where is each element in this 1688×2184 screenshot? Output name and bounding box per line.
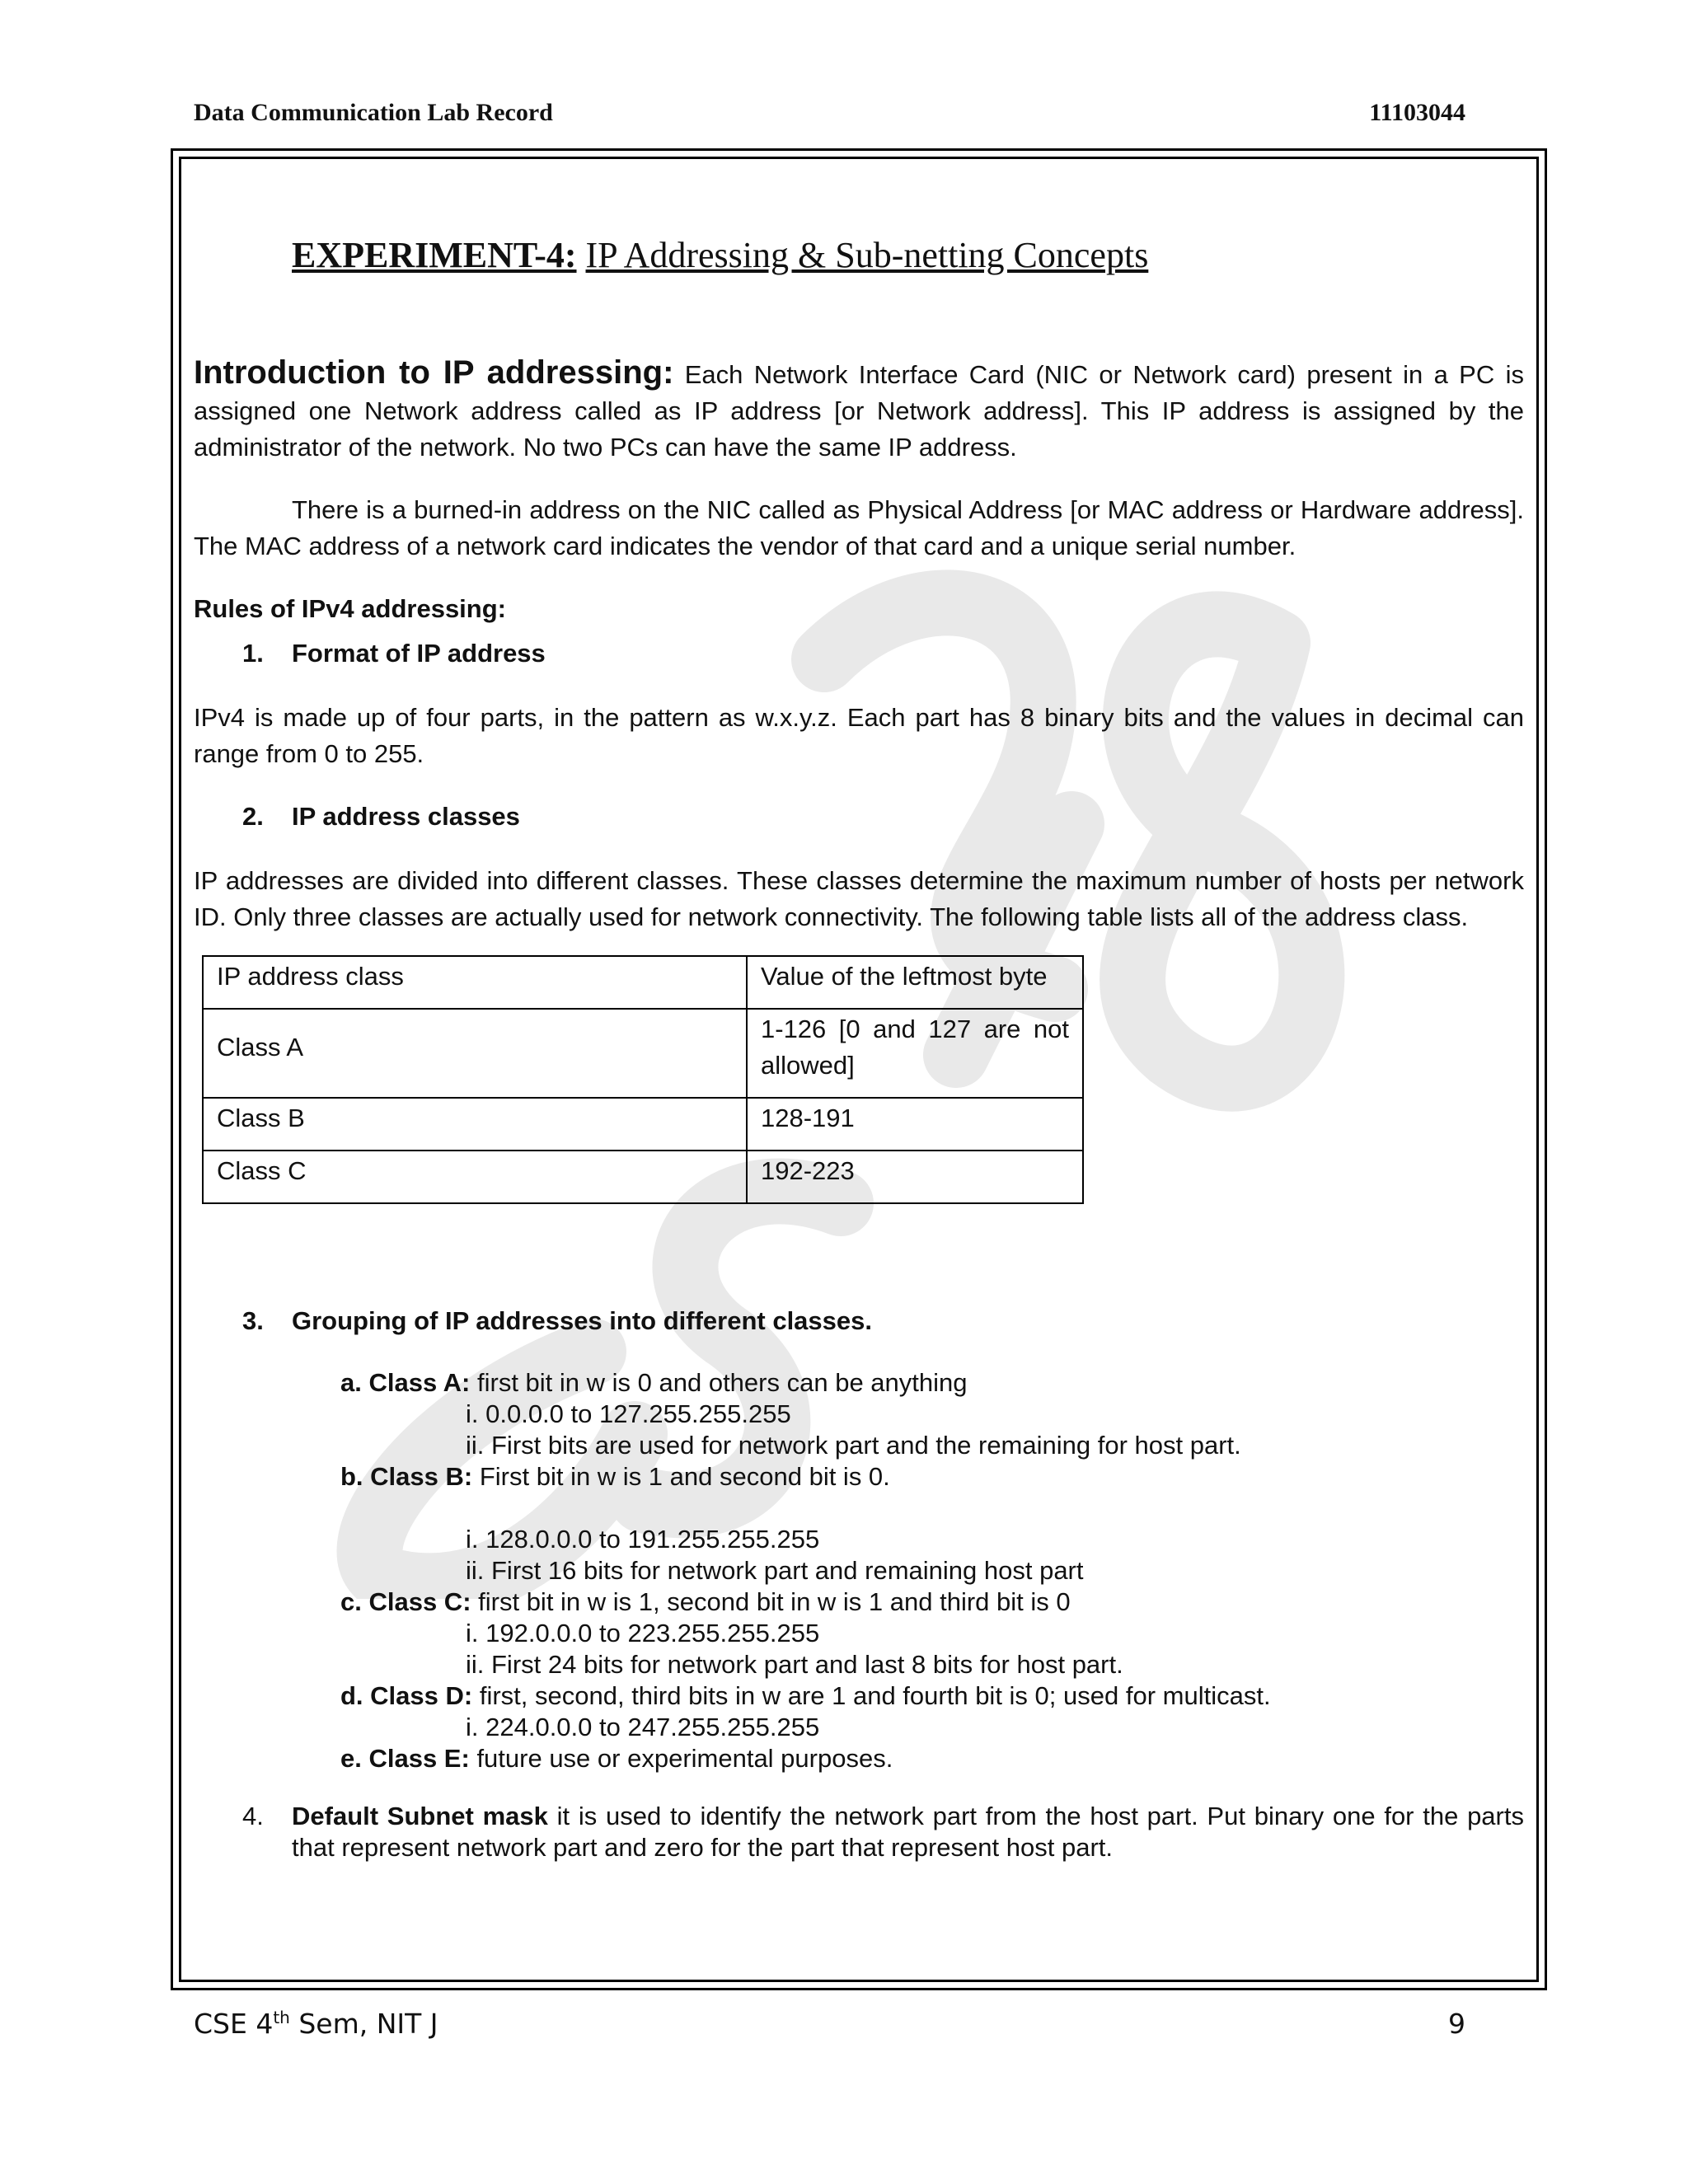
table-header-row: [203, 956, 1083, 1009]
table-row: [203, 1151, 1083, 1203]
item-3-heading: [242, 1303, 1524, 1339]
class-c-text: first bit in w is 1, second bit in w is 1 and third bit is 0: [478, 1587, 1071, 1616]
footer-course-sup: th: [273, 2008, 290, 2027]
table-cell: Class A: [203, 1009, 747, 1098]
item-2-title: IP address classes: [292, 802, 520, 831]
class-b-label: b. Class B:: [340, 1462, 473, 1491]
class-b-range: i. 128.0.0.0 to 191.255.255.255: [466, 1525, 820, 1554]
header-title: Data Communication Lab Record: [194, 99, 553, 126]
item-1-heading: [242, 635, 1524, 672]
intro-heading: Introduction to IP addressing:: [194, 354, 674, 391]
class-c-range: i. 192.0.0.0 to 223.255.255.255: [466, 1619, 820, 1647]
footer-course-suffix: Sem, NIT J: [289, 2008, 438, 2040]
experiment-label: EXPERIMENT-4:: [292, 235, 577, 275]
item-2-heading: [242, 799, 1524, 835]
item-2-text: IP addresses are divided into different classes. These classes determine the maximum number of hosts per network ID. Only three classes are actually used for network connectivity. The following table lists all of the address class.: [194, 866, 1524, 931]
intro-paragraph: [194, 354, 1524, 466]
table-cell: 192-223: [747, 1151, 1083, 1203]
class-c-note: ii. First 24 bits for network part and last 8 bits for host part.: [466, 1650, 1123, 1679]
item-2-number: 2.: [242, 802, 264, 831]
rules-heading: Rules of IPv4 addressing:: [194, 594, 506, 623]
class-d-range: i. 224.0.0.0 to 247.255.255.255: [466, 1713, 820, 1741]
table-cell: 1-126 [0 and 127 are not allowed]: [747, 1009, 1083, 1098]
table-row: [203, 1009, 1083, 1098]
class-a-note: ii. First bits are used for network part and the remaining for host part.: [466, 1431, 1241, 1460]
spacer: [340, 1493, 1524, 1524]
header-roll-number: 11103044: [1369, 99, 1465, 126]
mac-paragraph: There is a burned-in address on the NIC called as Physical Address [or MAC address or Hardware address]. The MAC address of a network card indicates the vendor of that card and a unique serial number.: [194, 495, 1524, 560]
table-header-cell: Value of the leftmost byte: [747, 956, 1083, 1009]
footer-course: [194, 2008, 438, 2040]
class-e-line: [340, 1743, 1524, 1774]
item-4-number: 4.: [242, 1802, 264, 1830]
table-row: [203, 1098, 1083, 1151]
class-c-line: [340, 1586, 1524, 1618]
intro-text: Each Network Interface Card (NIC or Network card) present in a PC is assigned one Network address called as IP address [or Network address]. This IP address is assigned by the administrator of the network. No two PCs can have the same IP address.: [194, 360, 1524, 462]
item-4: [194, 1801, 1524, 1863]
class-d-text: first, second, third bits in w are 1 and fourth bit is 0; used for multicast.: [479, 1681, 1271, 1710]
class-b-note: ii. First 16 bits for network part and remaining host part: [466, 1556, 1084, 1585]
item-1-number: 1.: [242, 639, 264, 668]
item-1-title: Format of IP address: [292, 639, 546, 668]
footer-course-prefix: CSE 4: [194, 2008, 274, 2040]
class-b-text: First bit in w is 1 and second bit is 0.: [479, 1462, 890, 1491]
class-c-label: c. Class C:: [340, 1587, 471, 1616]
item-3-number: 3.: [242, 1306, 264, 1335]
class-d-line: [340, 1680, 1524, 1712]
document-body: [194, 232, 1524, 1863]
experiment-name: IP Addressing & Sub-netting Concepts: [585, 235, 1149, 275]
item-4-title: Default Subnet mask: [292, 1802, 548, 1830]
class-e-text: future use or experimental purposes.: [476, 1744, 893, 1773]
table-cell: Class B: [203, 1098, 747, 1151]
item-4-text: it is used to identify the network part from the host part. Put binary one for the parts that represent network part and zero for the part that represent host part.: [292, 1802, 1524, 1862]
ip-class-table: [202, 955, 1084, 1204]
class-group-list: [340, 1367, 1524, 1774]
page-number: 9: [1448, 2008, 1465, 2040]
class-b-line: [340, 1461, 1524, 1493]
class-d-label: d. Class D:: [340, 1681, 473, 1710]
item-3-title: Grouping of IP addresses into different classes.: [292, 1306, 872, 1335]
class-a-text: first bit in w is 0 and others can be anything: [477, 1368, 968, 1397]
class-a-label: a. Class A:: [340, 1368, 471, 1397]
class-a-range: i. 0.0.0.0 to 127.255.255.255: [466, 1399, 791, 1428]
class-e-label: e. Class E:: [340, 1744, 470, 1773]
table-cell: Class C: [203, 1151, 747, 1203]
item-1-text: IPv4 is made up of four parts, in the pattern as w.x.y.z. Each part has 8 binary bits and the values in decimal can range from 0 to 255.: [194, 703, 1524, 768]
class-a-line: [340, 1367, 1524, 1399]
table-header-cell: IP address class: [203, 956, 747, 1009]
table-cell: 128-191: [747, 1098, 1083, 1151]
experiment-title: [292, 232, 1524, 279]
